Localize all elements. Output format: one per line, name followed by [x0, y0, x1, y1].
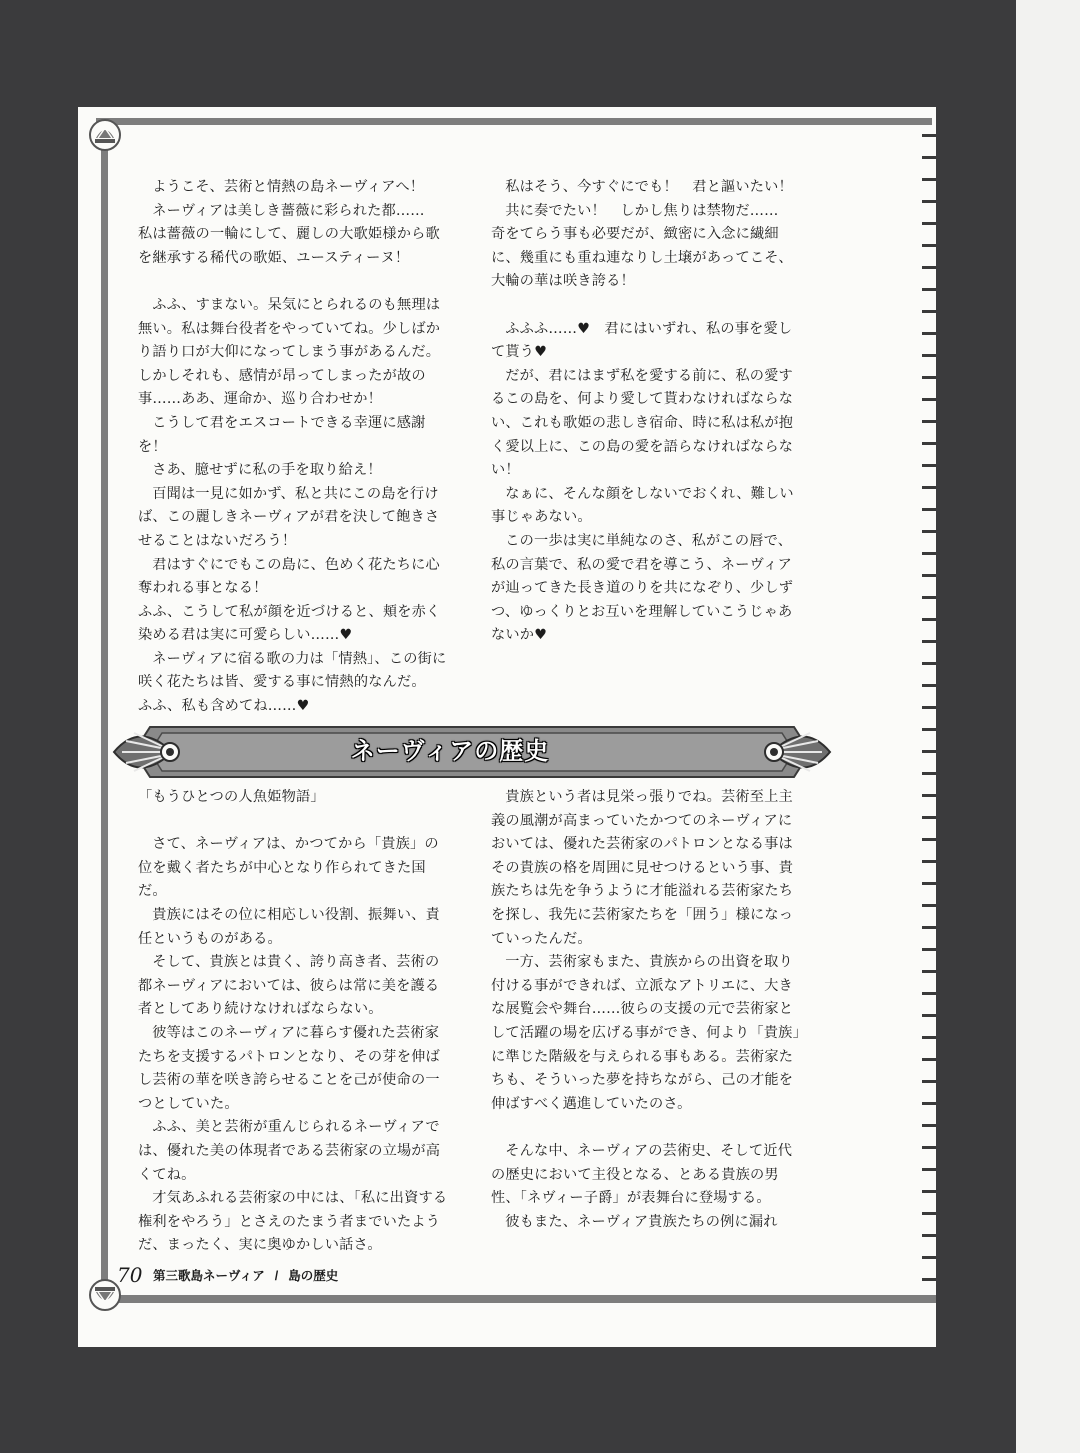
frame-left-border [101, 125, 108, 1295]
corner-ornament-top-icon [88, 118, 122, 152]
paragraph: 貴族にはその位に相応しい役割、振舞い、責任というものがある。 [138, 906, 440, 947]
paragraph: さあ、臆せずに私の手を取り給え！ [152, 462, 382, 479]
paragraph: ふふ、美と芸術が重んじられるネーヴィアでは、優れた美の体現者である芸術家の立場が高くてね。 [138, 1119, 441, 1183]
paragraph: 百聞は一見に如かず、私と共にこの島を行けば、この麗しきネーヴィアが君を決して飽きさせることはないだろう！ [138, 485, 440, 549]
paragraph: ふふ、こうして私が顔を近づけると、頬を赤く染める君は実に可愛らしい……♥ [138, 603, 441, 644]
bottom-right-column [491, 786, 803, 1234]
paragraph: さて、ネーヴィアは、かつてから「貴族」の位を戴く者たちが中心となり作られてきた国だ。 [138, 836, 439, 900]
top-left-column [138, 176, 450, 719]
adjacent-page-edge [1016, 0, 1080, 1453]
top-right-column [491, 176, 803, 648]
frame-bottom-border [96, 1295, 936, 1303]
footer-chapter: 第三歌島ネーヴィア [153, 1269, 265, 1283]
footer-section: 島の歴史 [288, 1269, 339, 1283]
paragraph: 彼等はこのネーヴィアに暮らす優れた芸術家たちを支援するパトロンとなり、その芽を伸ばし芸術の華を咲き誇らせることを己が使命の一つとしていた。 [138, 1024, 440, 1112]
paragraph: こうして君をエスコートできる幸運に感謝を！ [138, 414, 426, 455]
paragraph: 私はそう、今すぐにでも！ 君と謳いたい！ [505, 179, 793, 195]
paragraph: 才気あふれる芸術家の中には、「私に出資する権利をやろう」とさえのたまう者までいたようだ、まったく、実に奥ゆかしい話さ。 [138, 1190, 448, 1254]
paragraph: 一方、芸術家もまた、貴族からの出資を取り付ける事ができれば、立派なアトリエに、大きな展覧会や舞台……彼らの支援の元で芸術家として活躍の場を広げる事ができ、何より「貴族」に準じた階級を与えられる事もある。芸術家たちも、そういった夢を持ちながら、己の才能を伸ばすべく邁進していたのさ。 [491, 954, 800, 1112]
paragraph: ふふふ……♥ 君にはいずれ、私の事を愛して貰う♥ [491, 320, 793, 361]
paragraph: 貴族という者は見栄っ張りでね。芸術至上主義の風潮が高まっていたかつてのネーヴィアにおいては、優れた芸術家のパトロンとなる事はその貴族の格を周囲に見せつけるという事、貴族たちは先を争うように才能溢れる芸術家たちを探し、我先に芸術家たちを「囲う」様になっていったんだ。 [491, 789, 794, 947]
paragraph: 彼もまた、ネーヴィア貴族たちの例に漏れ [505, 1213, 778, 1230]
paragraph: なぁに、そんな顔をしないでおくれ、難しい事じゃあない。 [491, 485, 794, 526]
paragraph: 共に奏でたい！ しかし焦りは禁物だ…… [505, 202, 779, 219]
frame-top-border [96, 118, 932, 125]
paragraph-gap [491, 1116, 803, 1140]
footer-separator: / [274, 1269, 279, 1283]
paragraph: ようこそ、芸術と情熱の島ネーヴィアへ！ [152, 179, 425, 195]
frame-right-deckle-edge [922, 125, 936, 1295]
paragraph: そんな中、ネーヴィアの芸術史、そして近代の歴史において主役となる、とある貴族の男性、「ネヴィー子爵」が表舞台に登場する。 [491, 1142, 793, 1207]
paragraph-gap [491, 294, 803, 318]
section-title: ネーヴィアの歴史 [350, 736, 550, 765]
paragraph: だが、君にはまず私を愛する前に、私の愛するこの島を、何より愛して貰わなければならない、これも歌姫の悲しき宿命、時に私は私が抱く愛以上に、この島の愛を語らなければならない！ [491, 367, 794, 479]
paragraph: 私は薔薇の一輪にして、麗しの大歌姫様から歌を継承する稀代の歌姫、ユースティーヌ！ [138, 226, 440, 266]
bottom-left-column [138, 786, 450, 1258]
paragraph-gap [138, 810, 450, 834]
paragraph: ネーヴィアに宿る歌の力は「情熱」、この街に咲く花たちは皆、愛する事に情熱的なんだ。 [138, 650, 447, 691]
paragraph: この一歩は実に単純なのさ、私がこの唇で、私の言葉で、私の愛で君を導こう、ネーヴィアが辿ってきた長き道のりを共になぞり、少しずつ、ゆっくりとお互いを理解していこうじゃあないか♥ [491, 532, 794, 644]
page-number: 70 [117, 1263, 143, 1287]
paragraph: 「もうひとつの人魚姫物語」 [138, 789, 325, 805]
paragraph: 君はすぐにでもこの島に、色めく花たちに心奪われる事となる！ [138, 556, 440, 597]
running-footer [153, 1266, 338, 1286]
paragraph: そして、貴族とは貴く、誇り高き者、芸術の都ネーヴィアにおいては、彼らは常に美を護る者としてあり続けなければならない。 [138, 954, 440, 1018]
paragraph: ふふ、私も含めてね……♥ [138, 698, 310, 715]
paragraph: ネーヴィアは美しき薔薇に彩られた都…… [152, 202, 425, 219]
paragraph: 奇をてらう事も必要だが、緻密に入念に繊細に、幾重にも重ね連なりし土壌があってこそ、大輪の華は咲き誇る！ [491, 226, 793, 290]
paragraph-gap [138, 270, 450, 294]
paragraph: ふふ、すまない。呆気にとられるのも無理は無い。私は舞台役者をやっていてね。少しばかり語り口が大仰になってしまう事があるんだ。しかしそれも、感情が昂ってしまったが故の事……ああ、運命か、巡り合わせか！ [138, 296, 441, 408]
